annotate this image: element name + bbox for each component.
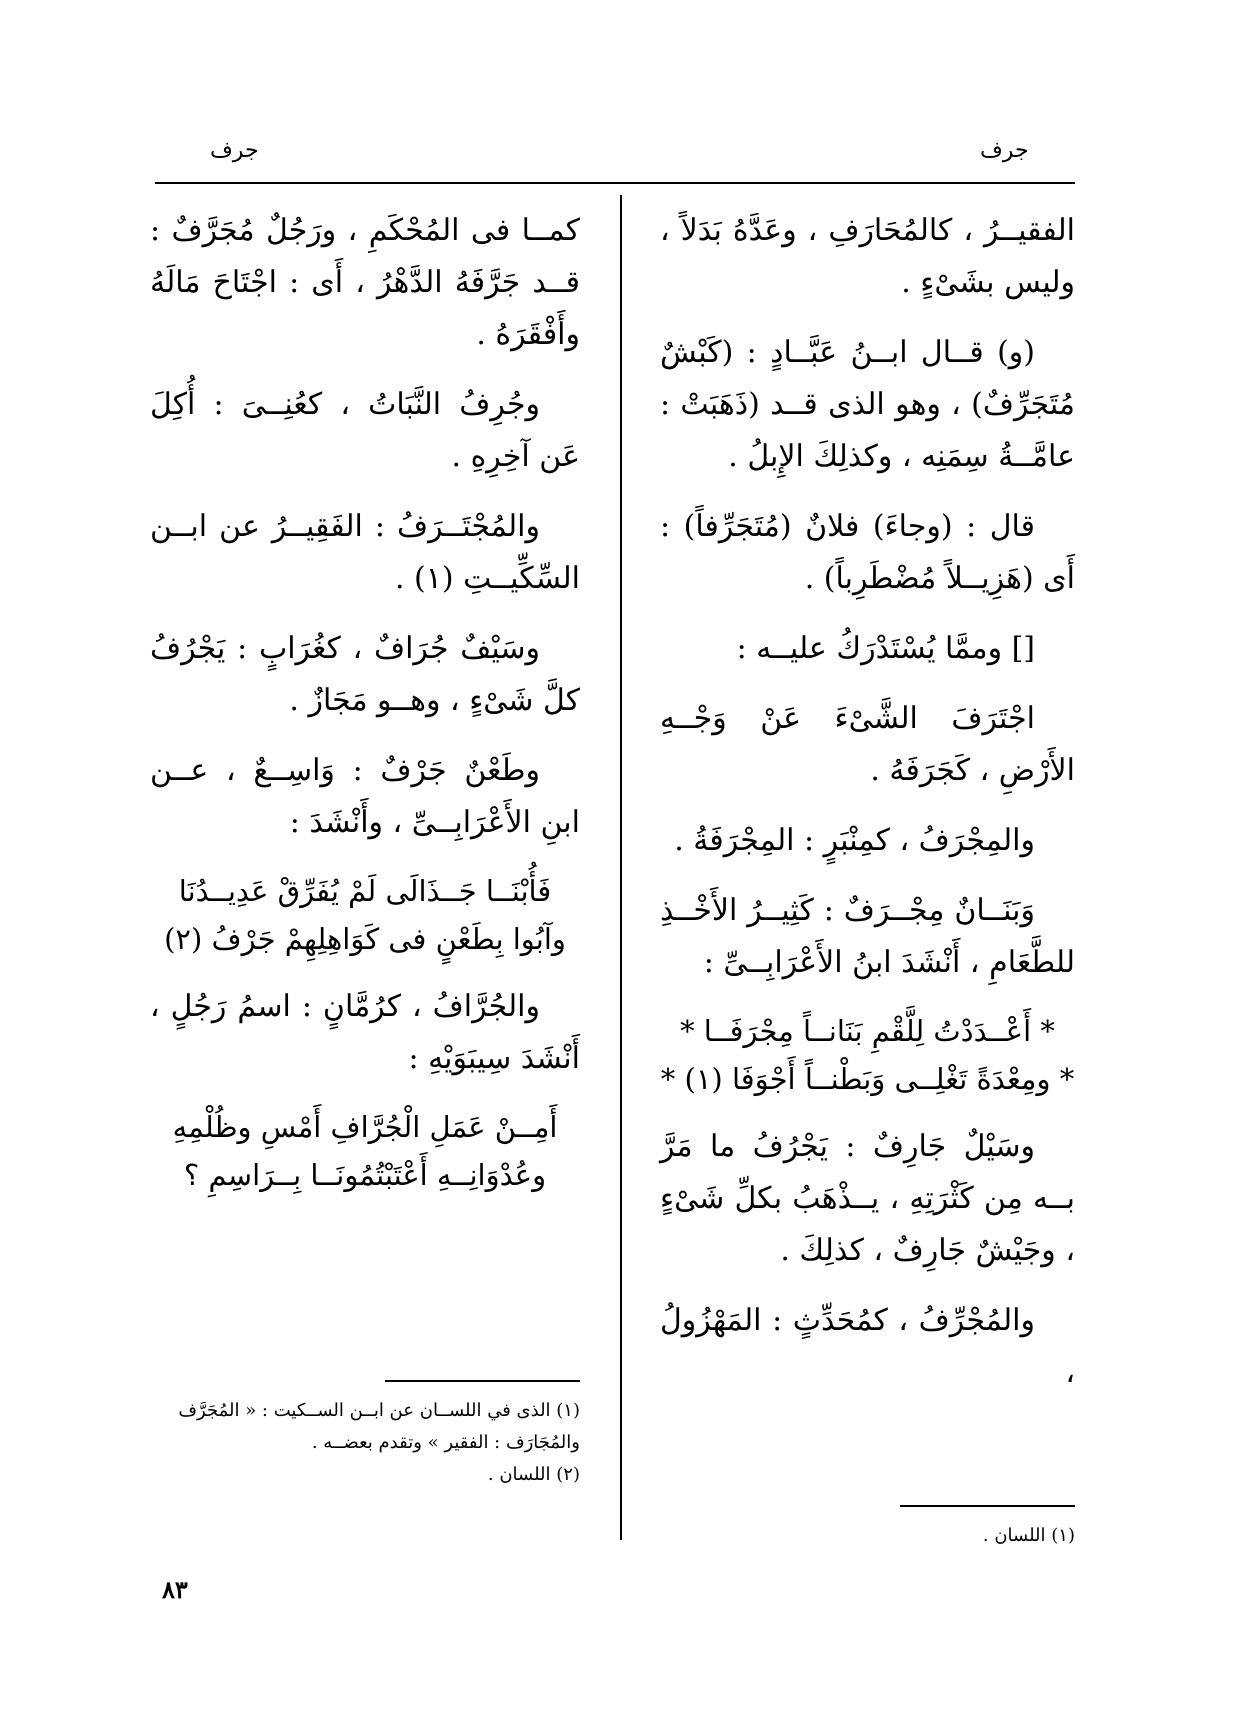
entry-paragraph: والجُرَّافُ ، كرُمَّانٍ : اسمُ رَجُلٍ ، أَنْشَدَ سِيبَوَيْهِ :	[150, 989, 580, 1076]
footnote-rule	[900, 1505, 1075, 1507]
left-column	[150, 205, 580, 1217]
footnotes-left	[150, 1395, 580, 1491]
entry-paragraph: والمُجْتَــرَفُ : الفَقِيــرُ عن ابــن السِّكِّيــتِ (١) .	[150, 509, 580, 596]
verse-line: فَأُبْنَــا جَــذَالَى لَمْ يُفَرِّقْ عَدِيــدُنَا	[178, 874, 552, 908]
column-divider	[620, 195, 622, 1540]
page-number: ٨٣	[162, 1575, 188, 1604]
footnote: (١) اللسان .	[982, 1525, 1075, 1546]
verse-block	[660, 1007, 1075, 1103]
entry-paragraph: [] وممَّا يُسْتَدْرَكُ عليــه :	[736, 631, 1035, 666]
running-header-right: جرف	[980, 138, 1029, 163]
footnote-rule	[385, 1380, 580, 1382]
verse-line: وعُدْوَانِــهِ أَعْتَبْتُمُونَــا بِــرَاسِمِ ؟	[183, 1158, 547, 1192]
entry-paragraph: وسَيْفٌ جُرَافٌ ، كغُرَابٍ : يَجْرُفُ كلَّ شَىْءٍ ، وهــو مَجَازٌ .	[150, 631, 580, 718]
entry-paragraph: اجْتَرَفَ الشَّىْءَ عَنْ وَجْــهِ الأَرْضِ ، كَجَرَفَهُ .	[660, 701, 1075, 788]
entry-paragraph: الفقيــرُ ، كالمُحَارَفِ ، وعَدَّهُ بَدَلاً ، وليس بشَىْءٍ .	[660, 213, 1075, 300]
running-header-left: جرف	[210, 138, 259, 163]
entry-paragraph: وَبَنَــانٌ مِجْــرَفٌ : كَثِيــرُ الأَخْــذِ للطَّعَامِ ، أَنْشَدَ ابنُ الأَعْرَابِــىِّ :	[660, 893, 1075, 980]
verse-line: أَمِــنْ عَمَلِ الْجُرَّافِ أَمْسِ وظُلْمِهِ	[172, 1110, 558, 1144]
header-rule	[155, 182, 1075, 184]
verse-line: وآبُوا بِطَعْنٍ فى كَوَاهِلِهِمْ جَرْفُ (٢)	[164, 922, 566, 956]
footnote: (١) الذى في اللســان عن ابــن الســكيت : « المُجَرَّف والمُجَارَف : الفقير » وتقدم بعضــه .	[178, 1400, 580, 1453]
entry-paragraph: قال : (وجاءَ) فلانٌ (مُتَجَرِّفاً) : أَى (هَزِيــلاً مُضْطَرِباً) .	[660, 509, 1075, 596]
entry-paragraph: وطَعْنٌ جَرْفٌ : وَاسِــعٌ ، عــن ابنِ الأَعْرَابِــىِّ ، وأَنْشَدَ :	[150, 753, 580, 840]
footnote: (٢) اللسان .	[487, 1464, 580, 1485]
verse-line: * ومِعْدَةً تَغْلِــى وَبَطْنــاً أَجْوَفَا (١) *	[660, 1062, 1075, 1096]
entry-paragraph: كمــا فى المُحْكَمِ ، ورَجُلٌ مُجَرَّفٌ : قــد جَرَّفَهُ الدَّهْرُ ، أَى : اجْتَاحَ مَالَهُ وأَفْقَرَهُ .	[150, 213, 580, 352]
entry-paragraph: والمُجْرِّفُ ، كمُحَدِّثٍ : المَهْزُولُ ،	[660, 1303, 1075, 1390]
entry-paragraph: وسَيْلٌ جَارِفٌ : يَجْرُفُ ما مَرَّ بــه مِن كَثْرَتِهِ ، يــذْهَبُ بكلِّ شَىْءٍ ، وجَيْشٌ جَارِفٌ ، كذلِكَ .	[660, 1129, 1075, 1268]
right-column	[660, 205, 1075, 1417]
entry-paragraph: وجُرِفُ النَّبَاتُ ، كعُنِــىَ : أُكِلَ عَن آخِرِهِ .	[150, 387, 580, 474]
footnotes-right	[660, 1520, 1075, 1552]
verse-block	[150, 1103, 580, 1199]
verse-block	[150, 867, 580, 963]
verse-line: * أَعْــدَدْتُ لِلَّقْمِ بَنَانــاً مِجْرَفَــا *	[680, 1014, 1055, 1048]
entry-paragraph: والمِجْرَفُ ، كمِنْبَرٍ : المِجْرَفَةُ .	[674, 823, 1035, 858]
entry-paragraph: (و) قــال ابــنُ عَبَّــادٍ : (كَبْشٌ مُتَجَرِّفٌ) ، وهو الذى قــد (ذَهَبَتْ : عامَّــةُ سِمَنِه ، وكذلِكَ الإِبلُ .	[660, 335, 1075, 474]
